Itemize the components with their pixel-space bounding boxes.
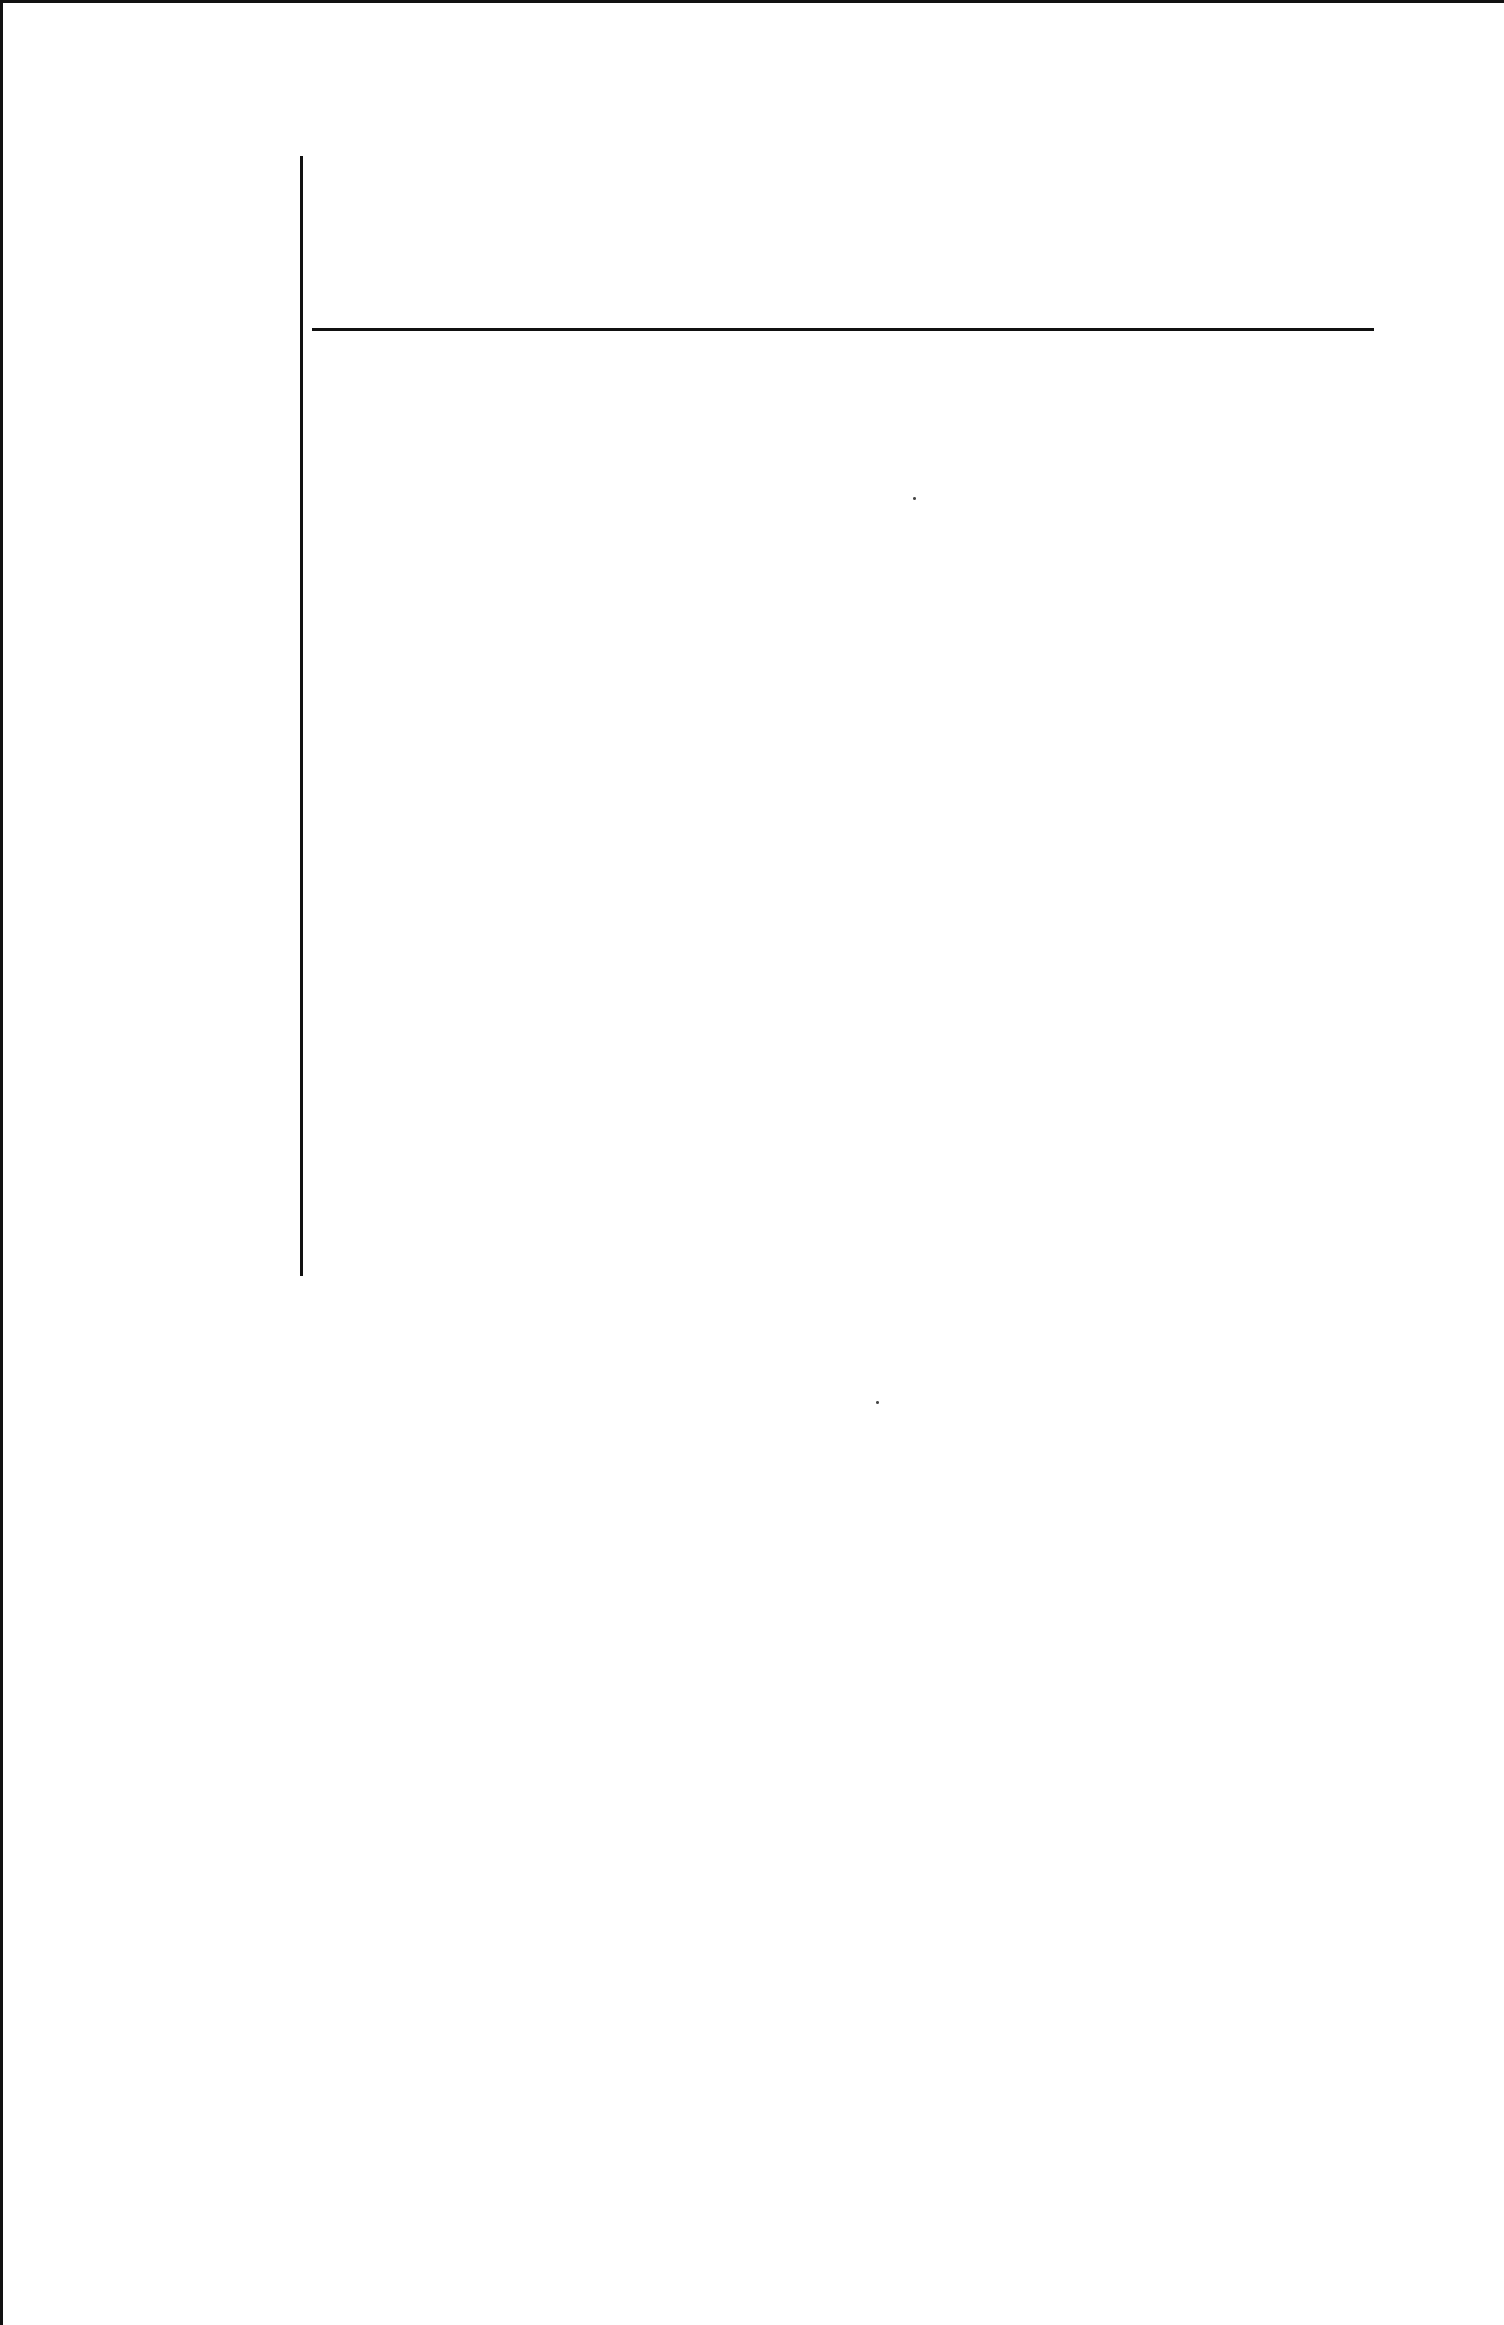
- table-header-rule: [312, 328, 1374, 331]
- print-speck: [876, 1401, 879, 1404]
- print-speck: [913, 497, 916, 500]
- page-content: [97, 132, 1377, 1299]
- table-age-header-row: [312, 288, 1374, 332]
- pension-percentage-table: [97, 146, 1377, 1281]
- page-border-left: [0, 0, 3, 2325]
- page-border-top: [0, 0, 1504, 3]
- table-vertical-rule: [300, 156, 303, 1276]
